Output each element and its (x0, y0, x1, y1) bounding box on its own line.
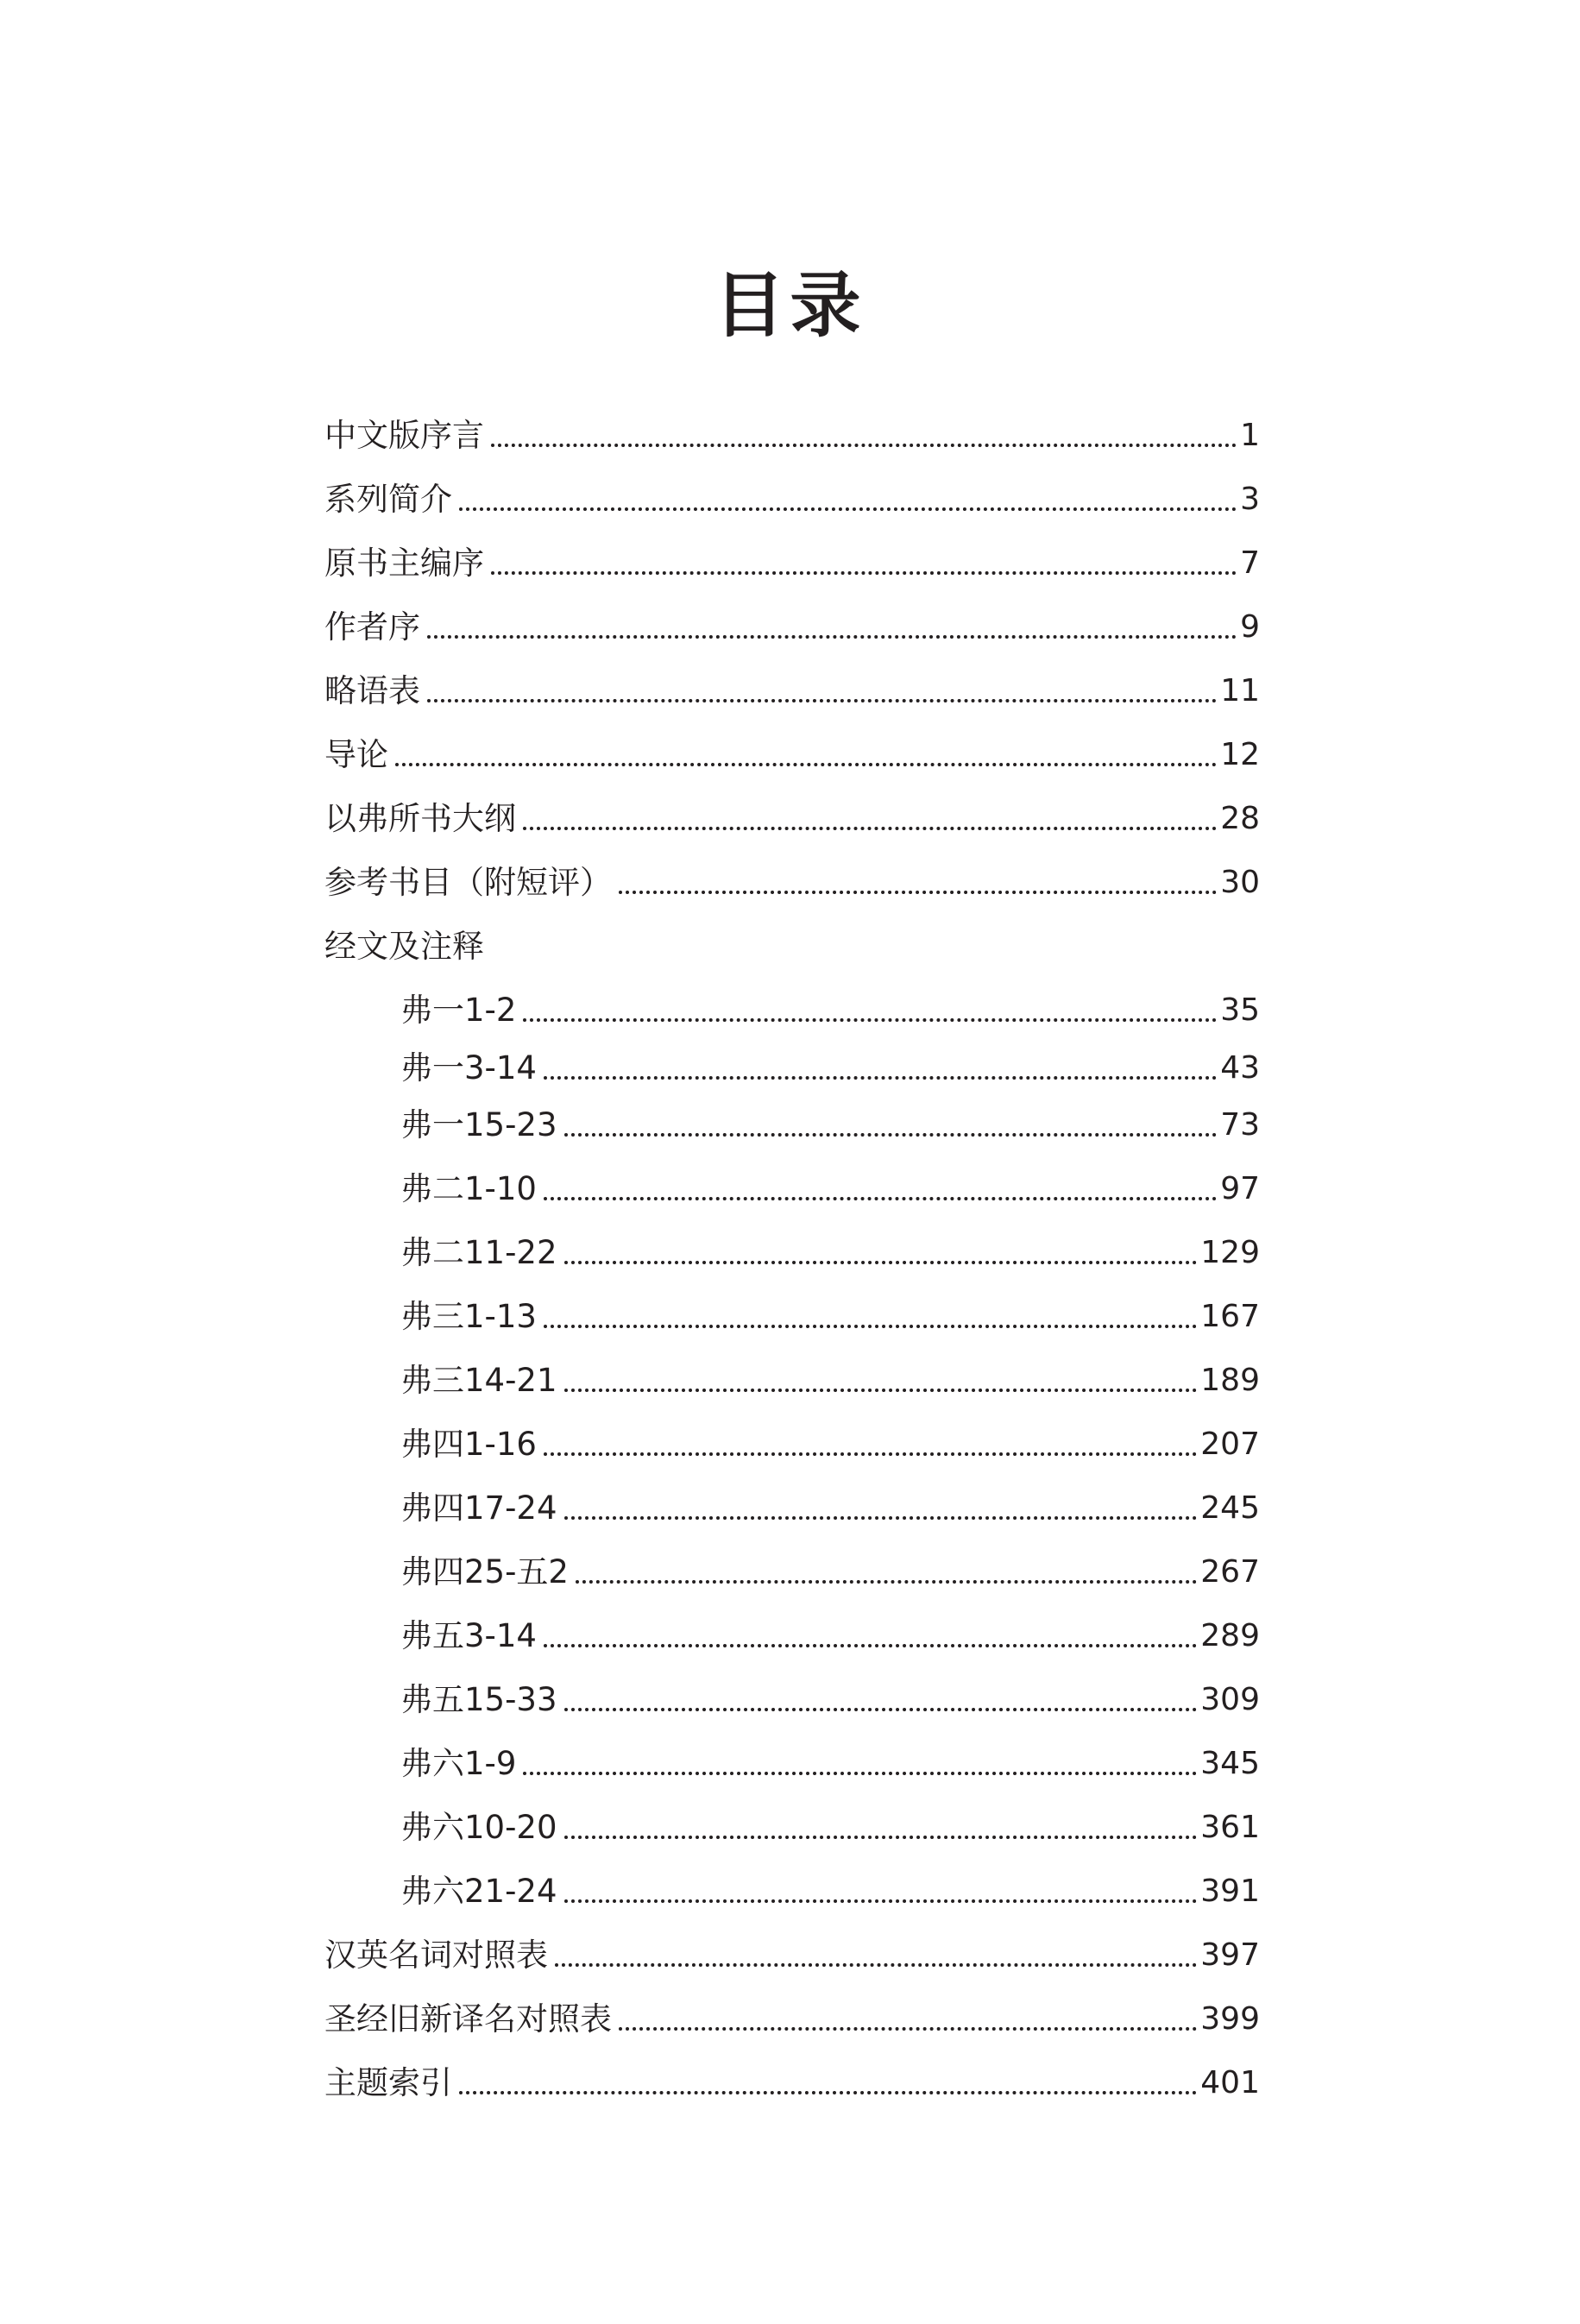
dot-leader (544, 1615, 1197, 1658)
toc-subentry[interactable] (400, 1678, 1260, 1722)
toc-entry-label: 弗三14-21 (400, 1362, 557, 1399)
toc-entry-page: 28 (1220, 801, 1260, 836)
toc-entry-label: 中文版序言 (324, 417, 484, 454)
toc-subentry[interactable] (400, 1551, 1260, 1594)
dot-leader (564, 1359, 1198, 1402)
toc-subentry[interactable] (400, 1047, 1260, 1090)
toc-entry-page: 189 (1200, 1363, 1260, 1398)
toc-entry-label: 导论 (324, 736, 388, 773)
toc-subentry[interactable] (400, 989, 1260, 1032)
toc-subentry[interactable] (400, 1295, 1260, 1338)
toc-entry[interactable] (324, 542, 1260, 585)
toc-entry[interactable] (324, 478, 1260, 521)
toc-subentry[interactable] (400, 1870, 1260, 1913)
toc-entry-page: 391 (1200, 1874, 1260, 1909)
toc-entry-label: 弗六1-9 (400, 1745, 517, 1782)
toc-entry-label: 圣经旧新译名对照表 (324, 2000, 612, 2037)
toc-entry-page: 9 (1240, 609, 1260, 645)
toc-entry-page: 35 (1220, 992, 1260, 1028)
dot-leader (564, 1487, 1198, 1530)
toc-entry-page: 30 (1220, 865, 1260, 900)
dot-leader (544, 1047, 1217, 1090)
dot-leader (619, 861, 1217, 904)
toc-entry-label: 弗二11-22 (400, 1234, 557, 1271)
toc-entry-label: 经文及注释 (324, 928, 484, 965)
toc-subentry[interactable] (400, 1742, 1260, 1786)
dot-leader (564, 1806, 1198, 1849)
toc-entry-page: 267 (1200, 1554, 1260, 1590)
toc-entry-page: 399 (1200, 2001, 1260, 2037)
dot-leader (564, 1870, 1198, 1913)
toc-subentry[interactable] (400, 1806, 1260, 1849)
toc-entry-page: 289 (1200, 1618, 1260, 1653)
toc-entry-label: 汉英名词对照表 (324, 1937, 548, 1974)
dot-leader (427, 670, 1217, 713)
dot-leader (459, 478, 1237, 521)
toc-entry[interactable] (324, 734, 1260, 777)
toc-entry-page: 3 (1240, 482, 1260, 517)
toc-entry-label: 弗一3-14 (400, 1049, 537, 1086)
dot-leader (576, 1551, 1197, 1594)
dot-leader (459, 2062, 1197, 2105)
dot-leader (523, 797, 1217, 841)
toc-entry-label: 弗一15-23 (400, 1106, 557, 1143)
dot-leader (523, 989, 1217, 1032)
toc-subentry[interactable] (400, 1231, 1260, 1275)
toc-entry[interactable] (324, 861, 1260, 904)
toc-entry-page: 361 (1200, 1810, 1260, 1845)
toc-entry-page: 345 (1200, 1746, 1260, 1781)
toc-entry-page: 167 (1200, 1299, 1260, 1334)
toc-entry-page: 12 (1220, 737, 1260, 772)
toc-entry[interactable] (324, 1934, 1260, 1977)
dot-leader (523, 1742, 1197, 1786)
dot-leader (564, 1678, 1198, 1722)
toc-entry-page: 1 (1240, 418, 1260, 453)
toc-entry-page: 43 (1220, 1050, 1260, 1086)
toc-subentry[interactable] (400, 1615, 1260, 1658)
toc-entry-page: 129 (1200, 1235, 1260, 1270)
toc-entry[interactable] (324, 606, 1260, 649)
dot-leader (555, 1934, 1197, 1977)
page-title: 目录 (714, 265, 866, 347)
toc-entry-page: 11 (1220, 673, 1260, 709)
toc-entry-label: 弗三1-13 (400, 1298, 537, 1335)
toc-entry-label: 弗一1-2 (400, 992, 517, 1029)
dot-leader (544, 1168, 1217, 1211)
toc-entry-label: 系列简介 (324, 481, 452, 518)
toc-entry-label: 参考书目（附短评） (324, 864, 612, 901)
dot-leader (491, 414, 1237, 457)
toc-subentry[interactable] (400, 1487, 1260, 1530)
dot-leader (544, 1423, 1197, 1466)
toc-entry-label: 弗二1-10 (400, 1170, 537, 1207)
toc-entry[interactable] (324, 1998, 1260, 2041)
toc-entry-page: 309 (1200, 1682, 1260, 1717)
toc-subentry[interactable] (400, 1423, 1260, 1466)
toc-entry-page: 401 (1200, 2065, 1260, 2100)
toc-entry-label: 弗四17-24 (400, 1490, 557, 1527)
toc-entry-label: 原书主编序 (324, 545, 484, 582)
toc-entry-page: 207 (1200, 1427, 1260, 1462)
toc-entry-page: 73 (1220, 1107, 1260, 1143)
toc-entry[interactable] (324, 797, 1260, 841)
toc-entry-label: 以弗所书大纲 (324, 800, 516, 837)
toc-entry-label: 弗六10-20 (400, 1809, 557, 1846)
dot-leader (564, 1104, 1218, 1147)
toc-entry-label: 略语表 (324, 672, 420, 709)
toc-entry-label: 作者序 (324, 608, 420, 646)
toc-entry-label: 弗四1-16 (400, 1426, 537, 1463)
dot-leader (395, 734, 1217, 777)
toc-subentry[interactable] (400, 1359, 1260, 1402)
toc-entry-page: 245 (1200, 1490, 1260, 1526)
toc-entry[interactable] (324, 670, 1260, 713)
dot-leader (544, 1295, 1197, 1338)
toc-subentry[interactable] (400, 1104, 1260, 1147)
dot-leader (564, 1231, 1198, 1275)
dot-leader (619, 1998, 1197, 2041)
toc-entry[interactable] (324, 414, 1260, 457)
toc-entry-page: 7 (1240, 545, 1260, 581)
toc-entry-label: 弗六21-24 (400, 1873, 557, 1910)
toc-subentry[interactable] (400, 1168, 1260, 1211)
toc-entry-page: 397 (1200, 1937, 1260, 1973)
dot-leader (427, 606, 1237, 649)
toc-entry[interactable] (324, 2062, 1260, 2105)
toc-entry-label: 主题索引 (324, 2064, 452, 2101)
toc-entry-label: 弗五3-14 (400, 1617, 537, 1654)
toc-entry-label: 弗五15-33 (400, 1681, 557, 1718)
toc-entry-page: 97 (1220, 1171, 1260, 1206)
dot-leader (491, 542, 1237, 585)
toc-section-heading[interactable] (324, 925, 1260, 968)
toc-entry-label: 弗四25-五2 (400, 1553, 569, 1590)
